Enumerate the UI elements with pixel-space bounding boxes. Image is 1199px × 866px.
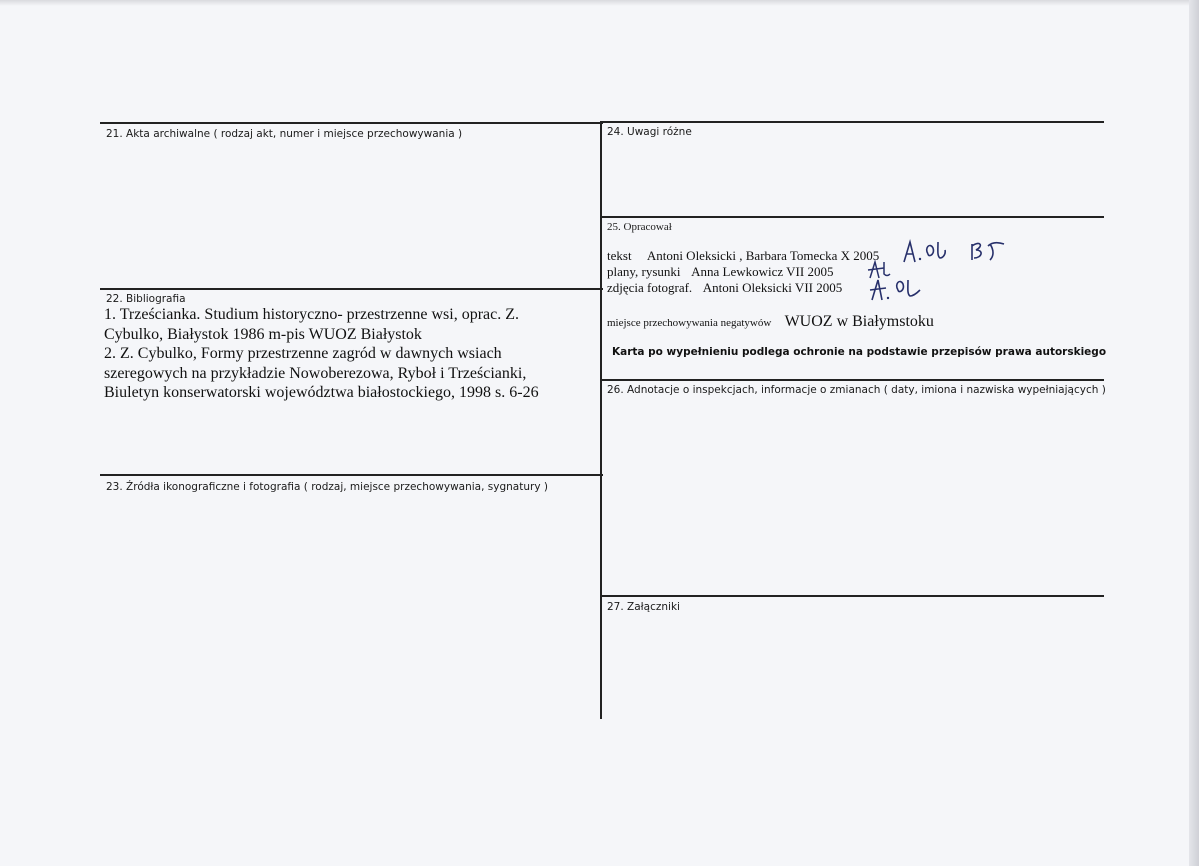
tekst-label: tekst	[607, 248, 632, 263]
plany-label: plany, rysunki	[607, 264, 681, 279]
section-27-label: 27. Załączniki	[607, 601, 680, 613]
section-25-label: 25. Opracował	[607, 221, 672, 233]
negatywy-label: miejsce przechowywania negatywów	[607, 317, 772, 329]
rule-24-top	[600, 121, 1104, 123]
plany-row	[607, 264, 841, 280]
section-21-label: 21. Akta archiwalne ( rodzaj akt, numer i miejsce przechowywania )	[106, 128, 463, 140]
bibliography-list	[104, 305, 539, 403]
page-top-edge	[0, 0, 1199, 6]
rule-26-top	[600, 379, 1104, 381]
zdjecia-row	[607, 280, 850, 296]
zdjecia-value: Antoni Oleksicki VII 2005	[702, 280, 843, 295]
section-23-label: 23. Źródła ikonograficzne i fotografia ( rodzaj, miejsce przechowywania, sygnatury )	[106, 481, 548, 493]
section-24-label: 24. Uwagi różne	[607, 126, 692, 138]
signature-initials-zdjecia	[866, 274, 928, 304]
signature-initials-tekst	[900, 236, 1010, 268]
rule-27-top	[600, 595, 1104, 597]
section-22-label: 22. Bibliografia	[106, 293, 186, 305]
tekst-value: Antoni Oleksicki , Barbara Tomecka X 2005	[646, 248, 880, 263]
negatywy-value: WUOZ w Białymstoku	[784, 313, 934, 330]
rule-22-top	[100, 288, 603, 290]
bibliography-line: szeregowych na przykładzie Nowoberezowa, Ryboł i Trześcianki,	[104, 364, 527, 382]
rule-21-top	[100, 122, 603, 124]
section-26-label: 26. Adnotacje o inspekcjach, informacje o zmianach ( daty, imiona i nazwiska wypełniających )	[607, 384, 1106, 396]
column-divider	[600, 121, 602, 719]
bibliography-line: Biuletyn konserwatorski województwa białostockiego, 1998 s. 6-26	[104, 384, 539, 401]
copyright-notice: Karta po wypełnieniu podlega ochronie na podstawie przepisów prawa autorskiego	[612, 346, 1107, 358]
tekst-row	[607, 248, 887, 264]
rule-23-top	[100, 474, 603, 476]
zdjecia-label: zdjęcia fotograf.	[607, 280, 693, 295]
bibliography-line: 2. Z. Cybulko, Formy przestrzenne zagród w dawnych wsiach	[104, 345, 502, 362]
plany-value: Anna Lewkowicz VII 2005	[691, 264, 834, 279]
negatywy-row	[607, 313, 942, 331]
bibliography-line: Cybulko, Białystok 1986 m-pis WUOZ Białystok	[104, 325, 422, 343]
rule-25-top	[600, 216, 1104, 218]
page-right-edge	[1189, 0, 1199, 866]
bibliography-line: 1. Trześcianka. Studium historyczno- przestrzenne wsi, oprac. Z.	[104, 306, 520, 323]
